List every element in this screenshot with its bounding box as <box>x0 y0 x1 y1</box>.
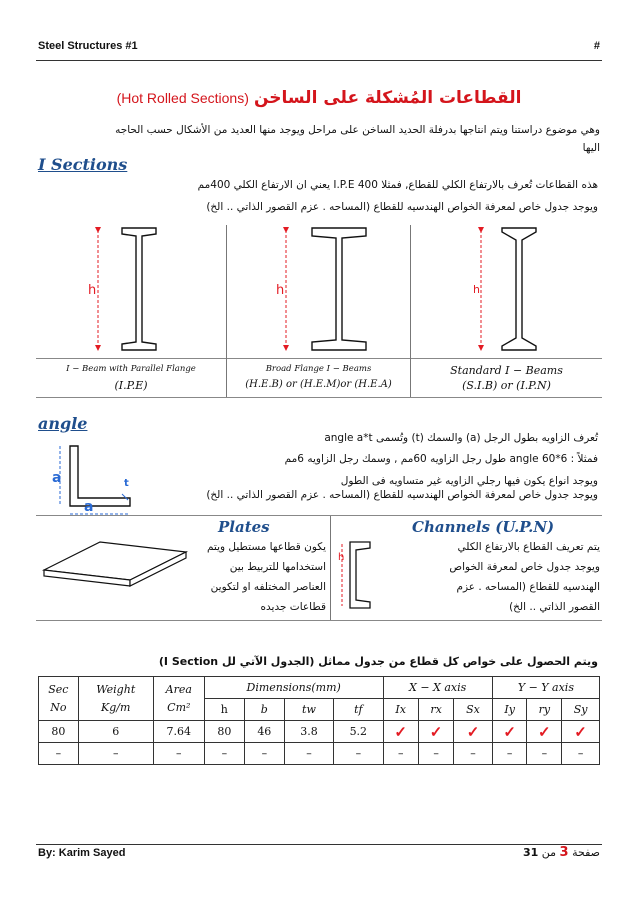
cell-sec: 80 <box>39 721 79 743</box>
th-ix: Ix <box>383 699 418 721</box>
angle-rule <box>36 515 602 516</box>
th-dimensions: Dimensions(mm) <box>204 677 383 699</box>
angle-line-3: ويوجد انواع يكون فيها رجلي الزاويه غير متساويه فى الطول <box>340 475 598 487</box>
i-sections-line-1: هذه القطاعات تُعرف بالارتفاع الكلي للقطاع, فمثلا 400 I.P.E يعني ان الارتفاع الكلي 400مم <box>197 179 598 191</box>
cell-h: 80 <box>204 721 244 743</box>
heb-beam-drawing <box>286 228 366 350</box>
sib-h-label: h <box>473 283 480 296</box>
check-icon: ✓ <box>562 721 600 743</box>
i-beam-figures <box>36 222 602 358</box>
channel-h-label: h <box>338 552 345 563</box>
th-area: Area Cm² <box>153 677 204 721</box>
ipe-caption: I − Beam with Parallel Flange <box>66 364 196 374</box>
ipe-beam-drawing <box>98 228 156 350</box>
channels-line-4: القصور الذاتي .. الخ) <box>509 601 600 613</box>
channels-line-2: ويوجد جدول خاص لمعرفة الخواص <box>449 561 600 573</box>
footer-page-number <box>523 845 600 860</box>
footer-of-word: من <box>541 846 557 859</box>
th-tf: tf <box>334 699 383 721</box>
footer-page-total: 31 <box>522 846 539 859</box>
heb-h-label: h <box>276 283 285 298</box>
th-weight: Weight Kg/m <box>78 677 153 721</box>
th-sx: Sx <box>454 699 493 721</box>
header-rule <box>36 60 602 61</box>
heb-caption-code: (H.E.B) or (H.E.M)or (H.E.A) <box>245 379 392 390</box>
check-icon: ✓ <box>527 721 562 743</box>
title-arabic: القطاعات المُشكلة على الساخن <box>253 88 522 108</box>
table-row <box>39 743 600 765</box>
table-header-row-1 <box>39 677 600 699</box>
th-h: h <box>204 699 244 721</box>
angle-leg-h-label: a <box>84 499 94 515</box>
channels-heading: Channels (U.P.N) <box>412 518 555 536</box>
check-icon: ✓ <box>492 721 527 743</box>
footer-page-word: صفحة <box>572 846 600 859</box>
cell-dash: – <box>383 743 418 765</box>
cell-dash: – <box>334 743 383 765</box>
th-sy: Sy <box>562 699 600 721</box>
intro-line-2: اليها <box>582 142 600 154</box>
channels-line-3: الهندسيه للقطاع (المساحه . عزم <box>456 581 600 593</box>
cell-dash: – <box>492 743 527 765</box>
footer-author: By: Karim Sayed <box>38 847 126 859</box>
cell-dash: – <box>418 743 453 765</box>
cell-dash: – <box>153 743 204 765</box>
footer-page-current: 3 <box>559 845 569 860</box>
plates-line-1: يكون قطاعها مستطيل ويتم <box>206 541 326 553</box>
angle-thickness-label: t <box>124 478 129 489</box>
channels-line-1: يتم تعريف القطاع بالارتفاع الكلي <box>457 541 600 553</box>
plates-line-3: العناصر المختلفه او لتكوين <box>210 581 326 593</box>
cell-dash: – <box>562 743 600 765</box>
page-title <box>0 88 638 108</box>
cell-dash: – <box>39 743 79 765</box>
shapes-rule <box>36 620 602 621</box>
sib-caption-code: (S.I.B) or (I.P.N) <box>462 379 551 392</box>
th-y-axis: Y − Y axis <box>492 677 599 699</box>
plates-line-4: قطاعات جديده <box>260 601 326 613</box>
cell-dash: – <box>78 743 153 765</box>
ipe-caption-code: (I.P.E) <box>114 379 148 392</box>
th-tw: tw <box>284 699 333 721</box>
angle-line-4: ويوجد جدول خاص لمعرفة الخواص الهندسيه للقطاع (المساحه . عزم القصور الذاتي .. الخ) <box>206 489 598 501</box>
check-icon: ✓ <box>418 721 453 743</box>
th-ry: ry <box>527 699 562 721</box>
cell-dash: – <box>284 743 333 765</box>
title-english: (Hot Rolled Sections) <box>116 90 249 106</box>
channel-drawing <box>336 538 376 612</box>
plates-heading: Plates <box>218 518 270 536</box>
cell-b: 46 <box>244 721 284 743</box>
heb-caption: Broad Flange I − Beams <box>265 364 372 374</box>
section-properties-table <box>38 676 600 765</box>
th-x-axis: X − X axis <box>383 677 492 699</box>
cell-dash: – <box>454 743 493 765</box>
check-icon: ✓ <box>454 721 493 743</box>
footer-rule <box>36 844 602 845</box>
angle-leg-v-label: a <box>52 470 62 486</box>
i-sections-line-2: ويوجد جدول خاص لمعرفة الخواص الهندسيه للقطاع (المساحه . عزم القصور الذاتي .. الخ) <box>206 201 598 213</box>
check-icon: ✓ <box>383 721 418 743</box>
cell-dash: – <box>204 743 244 765</box>
th-rx: rx <box>418 699 453 721</box>
angle-line-1: تُعرف الزاويه بطول الرجل (a) والسمك (t) وتُسمى angle a*t <box>324 432 598 444</box>
table-title: ويتم الحصول على خواص كل قطاع من جدول مماثل (الجدول الآتي لل I Section) <box>158 655 598 668</box>
cell-tf: 5.2 <box>334 721 383 743</box>
header-right: # <box>593 40 600 52</box>
table-row <box>39 721 600 743</box>
cell-dash: – <box>244 743 284 765</box>
angle-line-2: فمثلاً : angle 60*6 طول رجل الزاويه 60مم , وسمك رجل الزاويه 6مم <box>284 453 598 465</box>
cell-area: 7.64 <box>153 721 204 743</box>
header-left: Steel Structures #1 <box>38 40 138 52</box>
sib-beam-drawing <box>481 228 536 350</box>
th-b: b <box>244 699 284 721</box>
th-sec: Sec No <box>39 677 79 721</box>
th-iy: Iy <box>492 699 527 721</box>
angle-heading: angle <box>38 414 88 433</box>
plates-channels-divider <box>330 516 331 620</box>
captions-rule <box>36 397 602 398</box>
cell-dash: – <box>527 743 562 765</box>
cell-tw: 3.8 <box>284 721 333 743</box>
i-sections-heading: I Sections <box>38 155 128 174</box>
intro-line-1: وهي موضوع دراستنا ويتم انتاجها بدرفلة الحديد الساخن على مراحل ويوجد منها العديد من الأشكال حسب الحاجه <box>115 124 600 136</box>
plates-line-2: استخدامها للتربيط بين <box>229 561 326 573</box>
sib-caption: Standard I − Beams <box>450 364 563 377</box>
plate-drawing <box>40 536 190 592</box>
figures-rule <box>36 358 602 359</box>
cell-weight: 6 <box>78 721 153 743</box>
ipe-h-label: h <box>88 283 97 298</box>
